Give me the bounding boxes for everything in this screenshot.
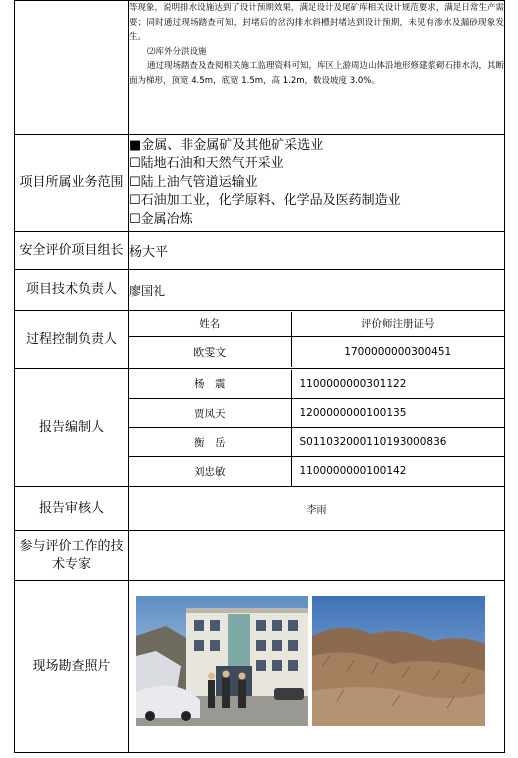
process-label: 过程控制负责人 <box>15 311 129 369</box>
author-name: 贾凤天 <box>129 399 291 428</box>
process-person-name: 欧雯文 <box>129 336 291 367</box>
author-row <box>129 399 504 428</box>
industry-option: ☐陆上油气管道运输业 <box>129 174 258 190</box>
experts-row <box>15 531 505 581</box>
industry-option: ☐金属冶炼 <box>129 211 193 227</box>
author-row <box>129 428 504 457</box>
building-photo-icon <box>136 596 308 726</box>
process-person-cert: 1700000000300451 <box>344 346 452 358</box>
photos-row <box>15 581 505 753</box>
process-cell <box>129 311 505 369</box>
leader-name: 杨大平 <box>129 232 505 270</box>
checkbox-empty-icon: ☐ <box>129 156 141 172</box>
continuation-row <box>15 1 505 135</box>
checkbox-checked-icon: ■ <box>129 137 142 153</box>
authors-cell <box>129 369 505 487</box>
cert-column-header: 评价师注册证号 <box>291 312 504 337</box>
name-column-header: 姓名 <box>129 312 291 337</box>
author-cert: 1100000000301122 <box>291 370 504 399</box>
authors-subtable <box>129 370 504 486</box>
author-name: 衡 岳 <box>129 428 291 457</box>
reviewer-row <box>15 487 505 531</box>
continuation-label-cell <box>15 1 129 135</box>
industry-option: ☐陆地石油和天然气开采业 <box>129 156 284 172</box>
industry-option: ■金属、非金属矿及其他矿采选业 <box>129 137 324 153</box>
industry-option: ☐石油加工业，化学原料、化学品及医药制造业 <box>129 193 401 209</box>
author-row <box>129 370 504 399</box>
author-name: 刘忠敏 <box>129 457 291 486</box>
tech-label: 项目技术负责人 <box>15 270 129 311</box>
leader-row <box>15 232 505 270</box>
industry-label: 项目所属业务范围 <box>15 135 129 232</box>
checkbox-empty-icon: ☐ <box>129 211 141 227</box>
flood-diversion-paragraph: 通过现场踏查及查阅相关施工监理资料可知，库区上游周边山体沿地形修建浆砌石排水沟，其断面为梯形，顶宽 4.5m，底宽 1.5m，高 1.2m，数设坡度 3.0%。 <box>129 61 505 86</box>
photos-label: 现场勘查照片 <box>15 581 129 753</box>
author-row <box>129 457 504 486</box>
author-cert: S011032000110193000836 <box>291 428 504 457</box>
industry-row <box>15 135 505 232</box>
hillside-photo-icon <box>312 596 485 726</box>
info-table <box>14 0 505 753</box>
tech-row <box>15 270 505 311</box>
process-subtable <box>129 312 504 368</box>
checkbox-empty-icon: ☐ <box>129 174 141 190</box>
photos-cell <box>129 581 505 753</box>
author-cert: 1100000000100142 <box>299 465 407 478</box>
authors-label: 报告编制人 <box>15 369 129 487</box>
author-name: 杨 震 <box>129 370 291 399</box>
leader-label: 安全评价项目组长 <box>15 232 129 270</box>
continuation-text-cell <box>129 1 505 135</box>
reviewer-signature: 李雨 <box>129 487 505 531</box>
report-form <box>14 0 504 752</box>
authors-row <box>15 369 505 487</box>
experts-value <box>129 531 505 581</box>
drainage-paragraph: 等现象，说明排水设施达到了设计预期效果，满足设计及尾矿库相关设计规范要求，满足日常生产需要；同时通过现场踏查可知，封堵后的岔沟排水斜槽封堵达到设计预期，未见有渗水及漏砂现象发生。 <box>129 3 504 42</box>
flood-diversion-heading: ⑵库外分洪设施 <box>147 46 207 57</box>
checkbox-empty-icon: ☐ <box>129 193 141 209</box>
industry-options <box>129 135 505 232</box>
experts-label: 参与评价工作的技术专家 <box>15 531 129 581</box>
tech-name: 廖国礼 <box>129 270 505 311</box>
process-row <box>15 311 505 369</box>
reviewer-label: 报告审核人 <box>15 487 129 531</box>
author-cert: 1200000000100135 <box>291 399 504 428</box>
